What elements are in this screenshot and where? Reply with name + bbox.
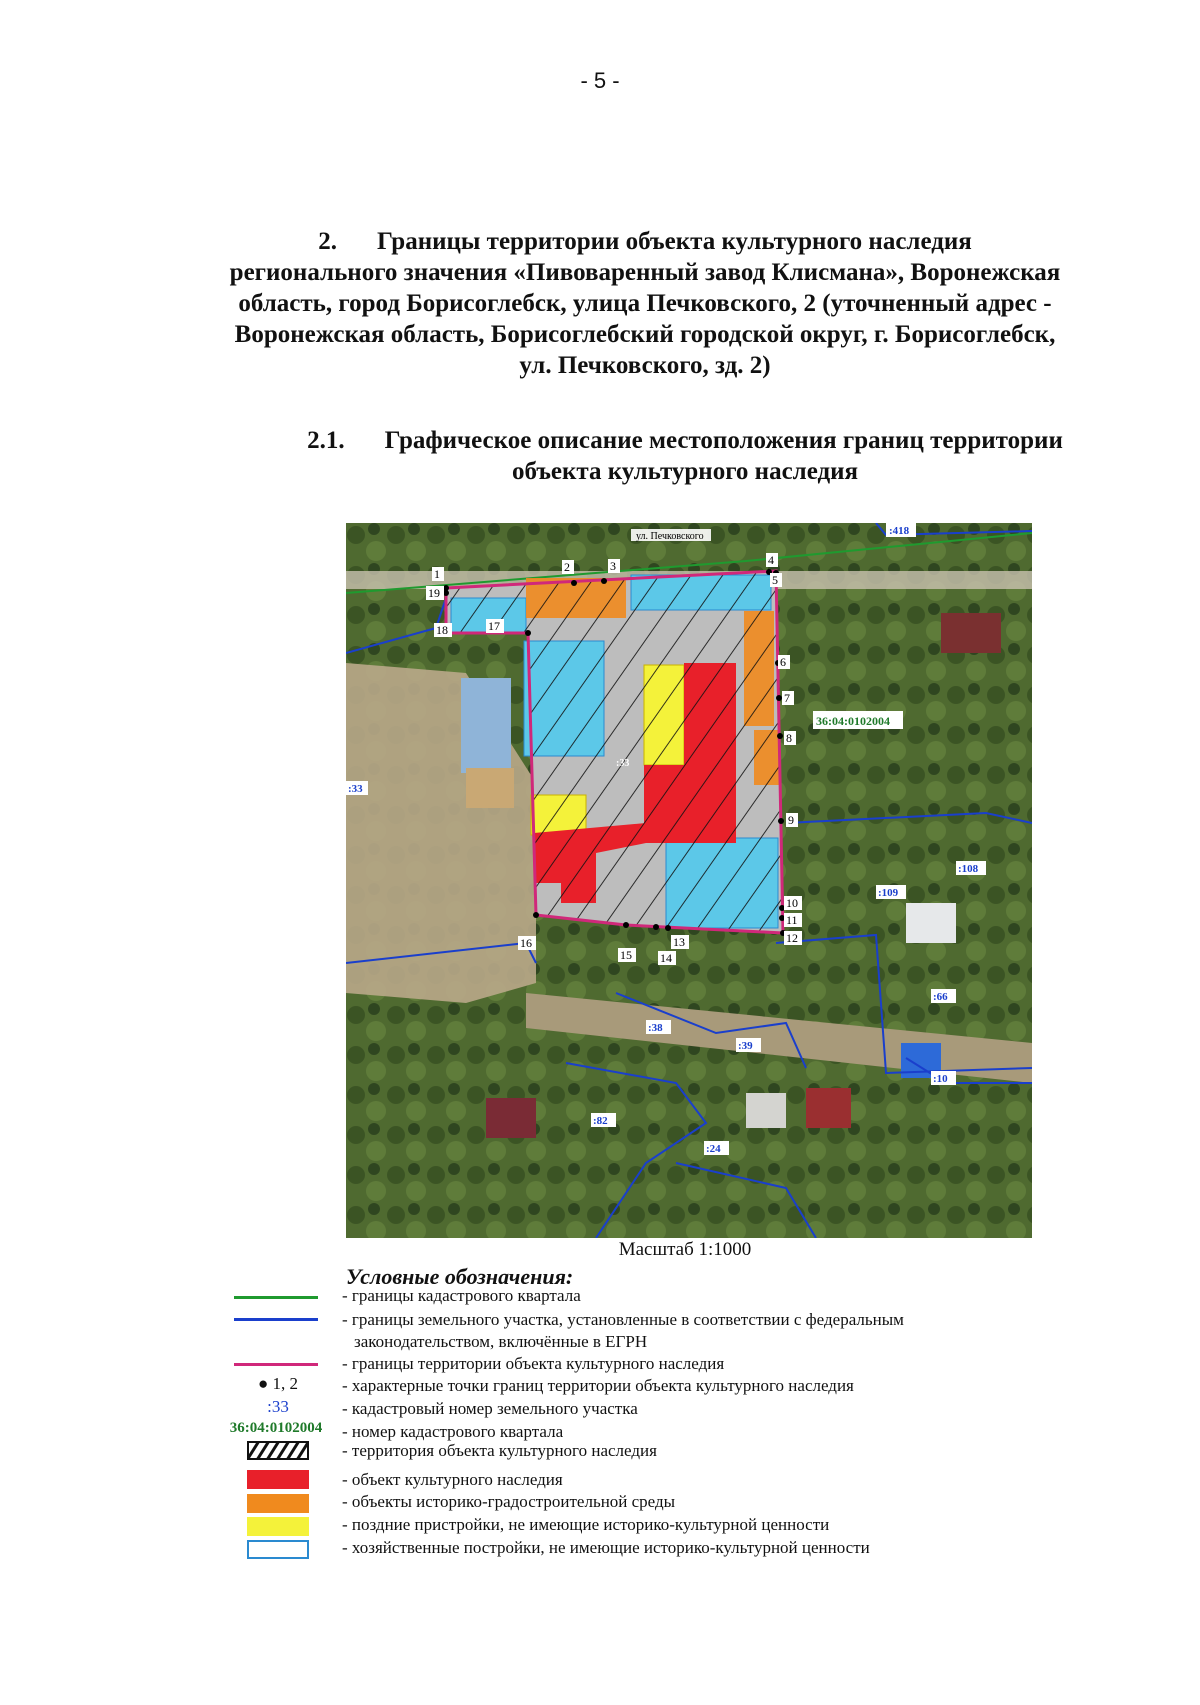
section-heading-line-4: Воронежская область, Борисоглебский городской округ, г. Борисоглебск, (234, 321, 1056, 348)
point-label: 2 (564, 560, 570, 574)
parcel-label: :39 (738, 1040, 753, 1052)
point-label: 6 (780, 655, 786, 669)
subsection-number: 2.1. (307, 427, 345, 454)
point-label: 15 (620, 948, 632, 962)
parcel-label: :82 (593, 1115, 608, 1127)
legend-item: - границы земельного участка, установленные в соответствии с федеральным (342, 1310, 904, 1329)
site-map (346, 523, 1032, 1238)
legend-symbol-utility (247, 1540, 309, 1559)
legend-symbol-hatch (247, 1441, 309, 1460)
legend-item: - объекты историко-градостроительной среды (342, 1492, 676, 1511)
section-heading (185, 226, 1105, 381)
legend-symbol-quarter-line (234, 1296, 318, 1299)
legend-title: Условные обозначения: (346, 1264, 574, 1289)
section-heading-line-5: ул. Печковского, зд. 2) (519, 352, 771, 379)
legend-symbol-plot-line (234, 1318, 318, 1321)
subsection-heading (255, 425, 1115, 487)
house (486, 1098, 536, 1138)
point-label: 14 (660, 951, 672, 965)
legend-symbol-points: ● 1, 2 (257, 1374, 299, 1393)
point-label: 8 (786, 731, 792, 745)
point-label: 9 (788, 813, 794, 827)
section-heading-line-3: область, город Борисоглебск, улица Печковского, 2 (уточненный адрес - (238, 290, 1052, 317)
legend-item-cont: законодательством, включённые в ЕГРН (354, 1332, 648, 1351)
parcel-label: :10 (933, 1073, 948, 1085)
parcel-label: :418 (889, 525, 910, 537)
parcel-label: :66 (933, 991, 948, 1003)
legend-item: - поздние пристройки, не имеющие историко-культурной ценности (342, 1515, 830, 1534)
legend-symbol-parcel-number: :33 (267, 1397, 289, 1416)
house (906, 903, 956, 943)
point-label: 3 (610, 559, 616, 573)
legend-item: - объект культурного наследия (342, 1470, 563, 1489)
legend-symbol-late-ext (247, 1517, 309, 1536)
legend-symbol-quarter-number: 36:04:0102004 (229, 1420, 323, 1436)
quarter-label: 36:04:0102004 (816, 714, 890, 728)
legend-item: - границы кадастрового квартала (342, 1286, 581, 1305)
legend-item: - границы территории объекта культурного наследия (342, 1354, 725, 1373)
legend-item: - территория объекта культурного наследия (342, 1441, 657, 1460)
map-scale: Масштаб 1:1000 (618, 1239, 752, 1260)
house (466, 768, 514, 808)
point-label: 17 (488, 619, 500, 633)
legend-item: - кадастровый номер земельного участка (342, 1399, 638, 1418)
point-label: 4 (768, 553, 774, 567)
parcel-label: :33 (348, 783, 363, 795)
parcel-label: :33 (616, 758, 630, 769)
point-label: 19 (428, 586, 440, 600)
subsection-heading-line-1: 2.1. Графическое описание местоположения границ территории (307, 427, 1063, 454)
page-number: - 5 - (580, 68, 620, 93)
point-label: 11 (786, 913, 798, 927)
point-label: 10 (786, 896, 798, 910)
subsection-heading-line-2: объекта культурного наследия (511, 458, 859, 485)
house (746, 1093, 786, 1128)
parcel-label: :109 (878, 887, 899, 899)
parcel-label: :108 (958, 863, 979, 875)
point-label: 1 (434, 567, 440, 581)
legend-symbol-heritage (247, 1470, 309, 1489)
legend-symbol-historic-env (247, 1494, 309, 1513)
section-number: 2. (318, 228, 337, 255)
parcel-label: :24 (706, 1143, 721, 1155)
point-label: 7 (784, 691, 790, 705)
point-label: 5 (772, 573, 778, 587)
house (461, 678, 511, 773)
point-label: 13 (673, 935, 685, 949)
legend-item: - характерные точки границ территории объекта культурного наследия (342, 1376, 854, 1395)
point-label: 12 (786, 931, 798, 945)
legend-symbol-boundary-line (234, 1363, 318, 1366)
point-label: 16 (520, 936, 532, 950)
section-heading-line-2: регионального значения «Пивоваренный завод Клисмана», Воронежская (229, 259, 1061, 286)
point-label: 18 (436, 623, 448, 637)
section-heading-line-1: 2. Границы территории объекта культурного наследия (318, 228, 972, 255)
legend-item: - номер кадастрового квартала (342, 1422, 564, 1441)
house (806, 1088, 851, 1128)
parcel-label: :38 (648, 1022, 663, 1034)
street-label: ул. Печковского (636, 531, 704, 542)
legend-item: - хозяйственные постройки, не имеющие историко-культурной ценности (342, 1538, 870, 1557)
house (941, 613, 1001, 653)
